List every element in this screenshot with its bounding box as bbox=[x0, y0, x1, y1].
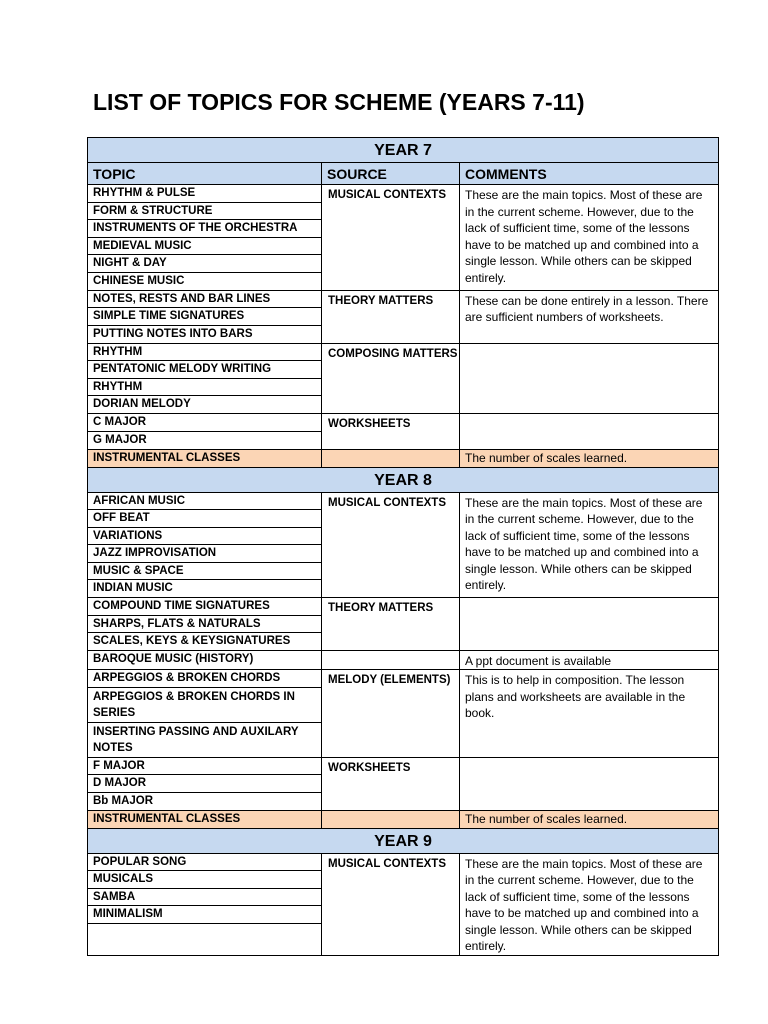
topic-cell: F MAJOR bbox=[88, 758, 321, 776]
comment-cell: These are the main topics. Most of these are in the current scheme. However, due to the lack of sufficient time, some of the lessons have to be matched up and combined into a single lesson. While others can be skipped entirely. bbox=[465, 495, 703, 592]
year-header: YEAR 8 bbox=[87, 467, 719, 492]
column-header-source: SOURCE bbox=[322, 163, 460, 184]
table-row bbox=[87, 650, 719, 669]
source-cell: MELODY (ELEMENTS) bbox=[322, 670, 460, 757]
source-cell: WORKSHEETS bbox=[322, 414, 460, 449]
topic-cell: C MAJOR bbox=[88, 414, 321, 432]
topic-cell: SAMBA bbox=[88, 889, 321, 907]
topic-cell: RHYTHM bbox=[88, 379, 321, 397]
source-cell: THEORY MATTERS bbox=[322, 598, 460, 650]
topic-cell: MEDIEVAL MUSIC bbox=[88, 238, 321, 256]
topic-cell: COMPOUND TIME SIGNATURES bbox=[88, 598, 321, 616]
source-cell: COMPOSING MATTERS bbox=[322, 344, 460, 414]
topic-cell: POPULAR SONG bbox=[88, 854, 321, 872]
topic-cell: JAZZ IMPROVISATION bbox=[88, 545, 321, 563]
page-title: LIST OF TOPICS FOR SCHEME (YEARS 7-11) bbox=[93, 89, 585, 115]
table-row bbox=[87, 413, 719, 449]
comment-cell: A ppt document is available bbox=[465, 654, 612, 668]
table-row bbox=[87, 757, 719, 810]
topic-cell: ARPEGGIOS & BROKEN CHORDS bbox=[88, 670, 321, 688]
source-cell: WORKSHEETS bbox=[322, 758, 460, 810]
topic-cell: DORIAN MELODY bbox=[93, 398, 191, 410]
topic-cell: FORM & STRUCTURE bbox=[88, 203, 321, 221]
topic-cell: BAROQUE MUSIC (HISTORY) bbox=[93, 653, 254, 665]
comment-cell: The number of scales learned. bbox=[465, 811, 628, 826]
topic-cell: PUTTING NOTES INTO BARS bbox=[93, 327, 253, 340]
topic-cell: ARPEGGIOS & BROKEN CHORDS IN SERIES bbox=[88, 688, 321, 723]
table-row bbox=[87, 184, 719, 290]
comment-cell: These are the main topics. Most of these are in the current scheme. However, due to the lack of sufficient time, some of the lessons have to be matched up and combined into a single lesson. While others can be skipped entirely. bbox=[465, 856, 703, 953]
comment-cell bbox=[460, 344, 718, 414]
topic-cell: VARIATIONS bbox=[88, 528, 321, 546]
comment-cell: This is to help in composition. The lesson plans and worksheets are available in the book. bbox=[465, 673, 686, 720]
comment-cell bbox=[460, 414, 718, 449]
topic-cell: INDIAN MUSIC bbox=[93, 582, 173, 594]
comment-cell: These can be done entirely in a lesson. There are sufficient numbers of worksheets. bbox=[465, 293, 709, 324]
comment-cell bbox=[460, 758, 718, 810]
topic-cell: SHARPS, FLATS & NATURALS bbox=[88, 616, 321, 634]
topic-cell: INSTRUMENTAL CLASSES bbox=[88, 450, 322, 467]
topic-cell: INSERTING PASSING AND AUXILARY NOTES bbox=[93, 725, 299, 754]
topic-cell: INSTRUMENTS OF THE ORCHESTRA bbox=[88, 220, 321, 238]
table-row bbox=[87, 853, 719, 956]
comment-cell bbox=[460, 598, 718, 650]
table-row bbox=[87, 669, 719, 757]
comment-cell: The number of scales learned. bbox=[465, 450, 628, 465]
instrumental-row bbox=[87, 449, 719, 467]
topic-cell: SCALES, KEYS & KEYSIGNATURES bbox=[93, 635, 291, 647]
topic-cell: MINIMALISM bbox=[88, 906, 321, 924]
table-row bbox=[87, 492, 719, 598]
source-cell: MUSICAL CONTEXTS bbox=[322, 493, 460, 598]
column-header-comments: COMMENTS bbox=[465, 166, 547, 182]
topic-cell: G MAJOR bbox=[93, 433, 147, 446]
source-cell: THEORY MATTERS bbox=[322, 291, 460, 343]
table-row bbox=[87, 290, 719, 343]
column-header-row bbox=[87, 162, 719, 184]
topic-cell: INSTRUMENTAL CLASSES bbox=[88, 811, 322, 828]
source-cell: MUSICAL CONTEXTS bbox=[322, 185, 460, 290]
topic-cell: AFRICAN MUSIC bbox=[88, 493, 321, 511]
table-row bbox=[87, 597, 719, 650]
topic-cell: PENTATONIC MELODY WRITING bbox=[88, 361, 321, 379]
year-header: YEAR 7 bbox=[87, 137, 719, 162]
comment-cell: These are the main topics. Most of these are in the current scheme. However, due to the lack of sufficient time, some of the lessons have to be matched up and combined into a single lesson. While others can be skipped entirely. bbox=[465, 188, 703, 285]
source-cell bbox=[322, 651, 460, 669]
topic-cell: D MAJOR bbox=[88, 775, 321, 793]
column-header-topic: TOPIC bbox=[88, 163, 322, 184]
instrumental-row bbox=[87, 810, 719, 828]
topic-cell: Bb MAJOR bbox=[93, 794, 154, 807]
source-cell bbox=[322, 450, 460, 467]
topic-cell: RHYTHM & PULSE bbox=[88, 185, 321, 203]
topic-cell: RHYTHM bbox=[88, 344, 321, 362]
topics-table bbox=[87, 137, 719, 956]
topic-cell: NIGHT & DAY bbox=[88, 255, 321, 273]
topic-cell: MUSICALS bbox=[88, 871, 321, 889]
topic-cell: NOTES, RESTS AND BAR LINES bbox=[88, 291, 321, 309]
topic-cell: OFF BEAT bbox=[88, 510, 321, 528]
topic-cell: SIMPLE TIME SIGNATURES bbox=[88, 308, 321, 326]
year-header: YEAR 9 bbox=[87, 828, 719, 853]
topic-cell: MUSIC & SPACE bbox=[88, 563, 321, 581]
table-row bbox=[87, 343, 719, 414]
topic-cell: CHINESE MUSIC bbox=[93, 274, 185, 287]
source-cell bbox=[322, 811, 460, 828]
source-cell: MUSICAL CONTEXTS bbox=[322, 854, 460, 955]
